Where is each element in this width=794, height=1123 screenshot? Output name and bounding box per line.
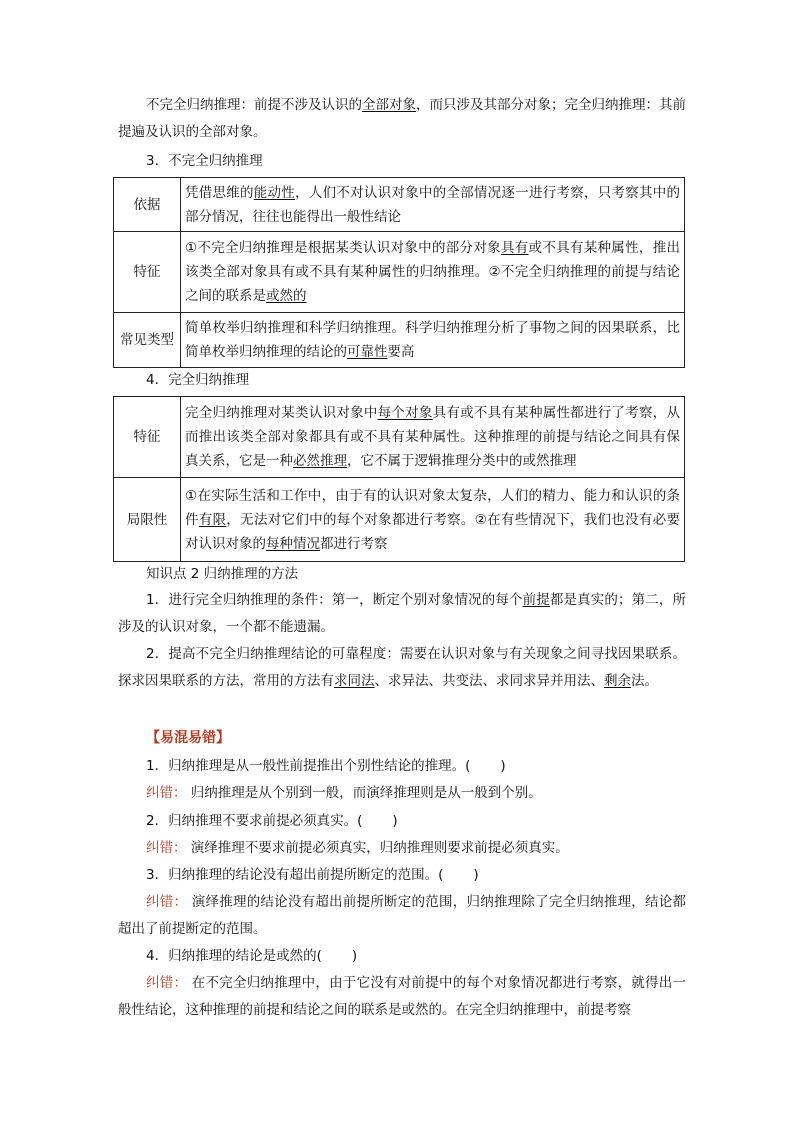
section4-heading: 4．完全归纳推理 — [146, 372, 250, 388]
error-question-1: 1．归纳推理是从一般性前提推出个别性结论的推理。( ) — [146, 758, 506, 774]
error-correction-4: 纠错： 在不完全归纳推理中，由于它没有对前提中的每个对象情况都进行考察，就得出一般性结论，这种推理的前提和结论之间的联系是或然的。在完全归纳推理中，前提考察 — [118, 975, 687, 1018]
table-row-types — [114, 313, 685, 368]
error-correction-3: 纠错： 演绎推理的结论没有超出前提所断定的范围，归纳推理除了完全归纳推理，结论都超出了前提断定的范围。 — [118, 894, 687, 937]
row-label-basis: 依据 — [114, 178, 181, 232]
error-question-4: 4．归纳推理的结论是或然的( ) — [146, 948, 358, 964]
error-question-2: 2．归纳推理不要求前提必须真实。( ) — [146, 813, 398, 829]
correction-label: 纠错： — [146, 840, 187, 856]
intro-paragraph — [118, 92, 686, 146]
intro-underline-1: 全部对象 — [362, 97, 416, 113]
knowledge2-heading: 知识点 2 归纳推理的方法 — [146, 566, 299, 582]
intro-text-1: 不完全归纳推理：前提不涉及认识的 — [146, 97, 362, 113]
table-row-complete-features — [114, 397, 685, 478]
error-question-3: 3．归纳推理的结论没有超出前提所断定的范围。( ) — [146, 867, 479, 883]
row-label-complete-features: 特征 — [114, 397, 181, 478]
error-correction-2: 纠错： 演绎推理不要求前提必须真实，归纳推理则要求前提必须真实。 — [146, 840, 569, 856]
section3-heading: 3．不完全归纳推理 — [146, 153, 263, 169]
table-row-limits — [114, 478, 685, 562]
row-label-features: 特征 — [114, 232, 181, 313]
row-label-limits: 局限性 — [114, 478, 181, 562]
table-row-features — [114, 232, 685, 313]
error-correction-1: 纠错： 归纳推理是从个别到一般，而演绎推理则是从一般到个别。 — [146, 785, 542, 801]
row-label-types: 常见类型 — [114, 313, 181, 368]
correction-label: 纠错： — [146, 785, 187, 801]
row-content-complete-features: 完全归纳推理对某类认识对象中每个对象具有或不具有某种属性都进行了考察，从而推出该类全部对象都具有或不具有某种属性。这种推理的前提与结论之间具有保真关系，它是一种必然推理，它不属于逻辑推理分类中的或然推理 — [181, 397, 685, 478]
complete-induction-table — [113, 396, 685, 562]
intro-text-2: ，而只涉及其部分对象；完全归纳推理：其前提遍及认识的全部对象。 — [118, 97, 686, 140]
row-content-features: ①不完全归纳推理是根据某类认识对象中的部分对象具有或不具有某种属性，推出该类全部对象具有或不具有某种属性的归纳推理。②不完全归纳推理的前提与结论之间的联系是或然的 — [181, 232, 685, 313]
row-content-basis: 凭借思维的能动性，人们不对认识对象中的全部情况逐一进行考察，只考察其中的部分情况，往往也能得出一般性结论 — [181, 178, 685, 232]
knowledge2-paragraph-1: 1．进行完全归纳推理的条件：第一，断定个别对象情况的每个前提都是真实的；第二，所涉及的认识对象，一个都不能遗漏。 — [118, 592, 687, 635]
row-content-types: 简单枚举归纳推理和科学归纳推理。科学归纳推理分析了事物之间的因果联系，比简单枚举归纳推理的结论的可靠性要高 — [181, 313, 685, 368]
error-section-title: 【易混易错】 — [146, 730, 230, 746]
incomplete-induction-table — [113, 177, 685, 368]
correction-label: 纠错： — [146, 975, 188, 991]
knowledge2-paragraph-2: 2．提高不完全归纳推理结论的可靠程度：需要在认识对象与有关现象之间寻找因果联系。探求因果联系的方法，常用的方法有求同法、求异法、共变法、求同求异并用法、剩余法。 — [118, 646, 686, 689]
table-row-basis — [114, 178, 685, 232]
correction-label: 纠错： — [146, 894, 188, 910]
row-content-limits: ①在实际生活和工作中，由于有的认识对象太复杂，人们的精力、能力和认识的条件有限，无法对它们中的每个对象都进行考察。②在有些情况下，我们也没有必要对认识对象的每种情况都进行考察 — [181, 478, 685, 562]
